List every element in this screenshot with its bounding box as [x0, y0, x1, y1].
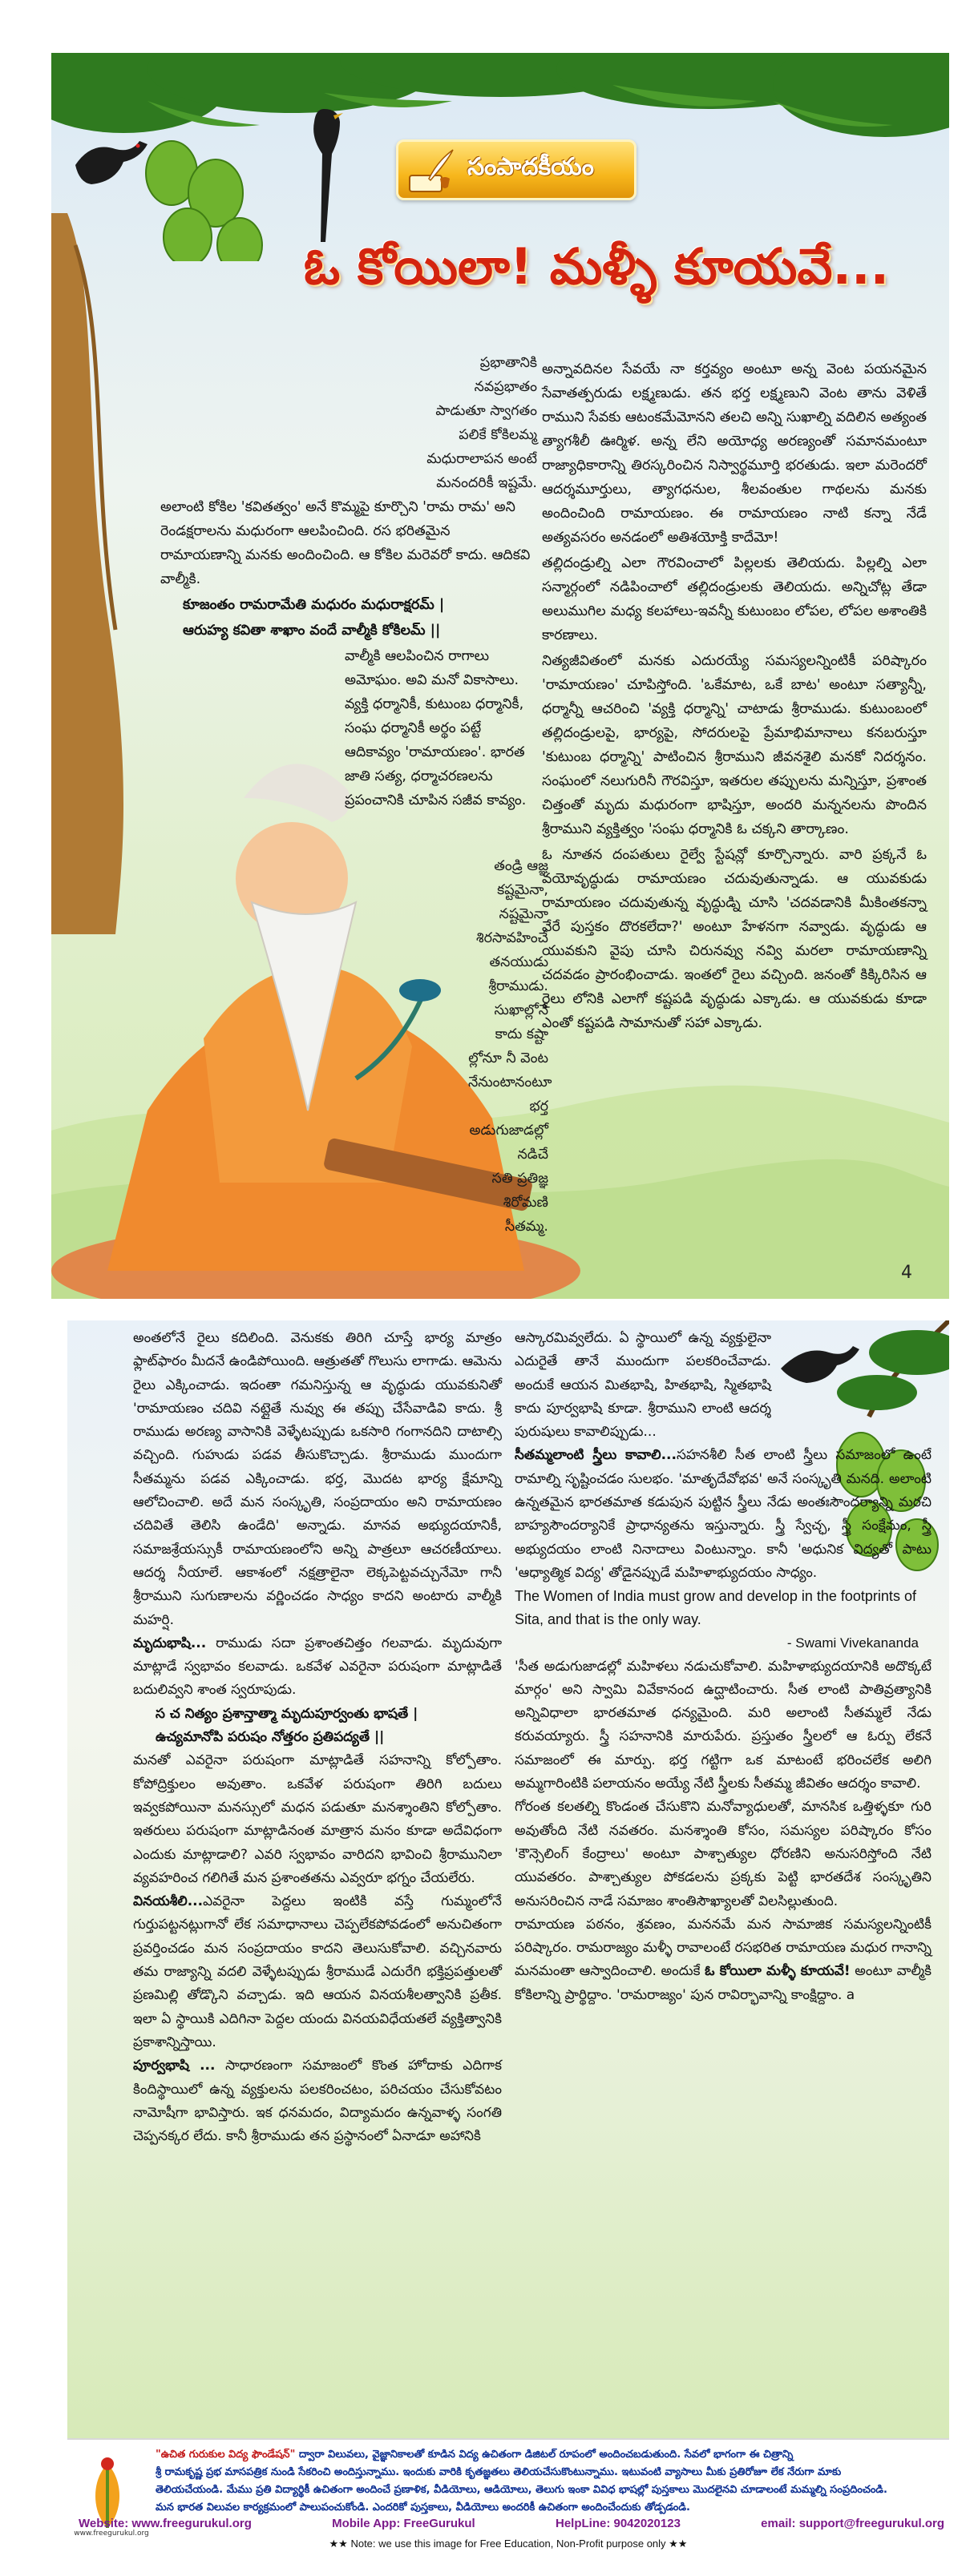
verse-line: స చ నిత్యం ప్రశాన్తాత్మా మృదుపూర్వంతు భాషతే |: [156, 1705, 418, 1722]
paragraph: రామాయణ పఠనం, శ్రవణం, మననమే మన సామాజిక సమస్యలన్నింటికీ పరిష్కారం. రామరాజ్యం మళ్ళీ రావాలంటే రసభరిత రామాయణ మధుర గానాన్ని మనమంతా ఆస్వాదించాలి. అందుకే ఓ కోయిలా మళ్ళీ కూయవే! అంటూ వాల్మీకి కోకిలాన్ని ప్రార్థిద్దాం. 'రామరాజ్యం' పున రావిర్భావాన్ని కాంక్షిద్దాం. a: [515, 1916, 932, 2003]
paragraph-body: సహనశీలి సీత లాంటి స్త్రీలు సమాజంలో ఉంటే రామాల్ని సృష్టించడం సులభం. 'మాతృదేవోభవ' అనే సంస్కృతి మనది. అలాంటి ఉన్నతమైన భారతమాత కడుపున పుట్టిన స్త్రీలు నేడు అంతఃసౌందర్యాన్ని మరచి బాహ్యసౌందర్యానికే ప్రాధాన్యతను ఇస్తున్నారు. స్త్రీ స్వేచ్ఛ, స్త్రీ సంక్షేమం, స్త్రీ అభ్యుదయం లాంటి నినాదాలు వింటున్నాం. కానీ 'అధునిక విద్యతో పాటు 'ఆధ్యాత్మిక విద్య' తోడైనప్పుడే మహిళాభ్యుదయం సాధ్యం.: [515, 1447, 932, 1581]
english-quote: The Women of India must grow and develop in the footprints of Sita, and that is the only way.: [515, 1588, 916, 1628]
intro-line: పాడుతూ స్వాగతం: [435, 403, 537, 419]
intro-lines: [425, 351, 537, 495]
paragraph: అలాంటి కోకిల 'కవితత్వం' అనే కొమ్మపై కూర్చొని 'రామ రామ' అని రెండక్షరాలను మధురంగా ఆలపించింది. రస భరితమైన రామాయణాన్ని మనకు అందించింది. ఆ కోకిల మరెవరో కాదు. ఆదికవి వాల్మీకి.: [160, 499, 531, 587]
paragraph-body: ఎవరైనా పెద్దలు ఇంటికి వస్తే గుమ్మంలోనే గుర్తుపట్టనట్లుగానో లేక సమాధానాలు చెప్పలేకపోవడంలో అనుచితంగా ప్రవర్తించడం మన సంప్రదాయం కాదని తెలుసుకోవాలి. వచ్చినవారు తమ రాజ్యాన్ని వదలి వెళ్ళేటప్పుడు శ్రీరాముడే ఎదురేగి భక్తిప్రపత్తులతో ప్రణమిల్లి తోడ్కొని వచ్చాడు. ఇది ఆయన వినయశీలత్వానికి ప్రతీక. ఇలా ఏ స్థాయికి ఎదిగినా పెద్దల యందు వినయవిధేయతలే వ్యక్తిత్వానికి ప్రకాశాన్నిస్తాయి.: [133, 1893, 502, 2050]
paragraph: [515, 1444, 932, 1585]
foundation-name: "ఉచిత గురుకుల విద్య ఫౌండేషన్": [156, 2449, 296, 2461]
page-title: ఓ కోయిలా! మళ్ళీ కూయవే...: [303, 237, 890, 296]
text-line: అడుగుజాడల్లో నడిచే: [469, 1123, 548, 1163]
editorial-banner: [396, 139, 637, 200]
intro-line: ప్రభాతానికి: [479, 355, 537, 371]
paragraph: 'సీత అడుగుజాడల్లో మహిళలు నడుచుకోవాలి. మహిళాభ్యుదయానికి అదొక్కటే మార్గం' అని స్వామి వివేకానంద ఉద్ఘాటించారు. సీత లాంటి పాతివ్రత్యానికి అన్నివిధాలా భారతమాత ధన్యమైంది. మరి అలాంటి సీతమ్మలే నేడు కరువయ్యారు. స్త్రీ సహనానికి మారుపేరు. ప్రస్తుతం స్త్రీలలో ఆ ఓర్పు లేకనే సమాజంలో ఈ మార్పు. భర్త గట్టిగా ఒక మాటంటే భరించలేక అలిగి అమ్మగారింటికి పలాయనం అయ్యే నేటి స్త్రీలకు సీతమ్మ జీవితం ఆదర్శం కావాలి.: [515, 1658, 932, 1792]
text-line: సీతమ్మ.: [504, 1219, 548, 1235]
page-number: 4: [901, 1263, 912, 1283]
mobile-app-link[interactable]: Mobile App: FreeGurukul: [332, 2517, 475, 2530]
verse-line: ఆరుహ్య కవితా శాఖాం వందే వాల్మీకి కోకిలమ్ ||: [183, 623, 441, 639]
footer-line: ద్వారా విలువలు, వైజ్ఞానికాలతో కూడిన విద్య ఉచితంగా డిజిటల్ రూపంలో అందించబడుతుంది. సేవలో భాగంగా ఈ చిత్రాన్ని: [295, 2449, 794, 2461]
text-line: తండ్రి ఆజ్ఞ కష్టమైనా,: [494, 858, 548, 898]
paragraph-heading: సీతమ్మలాంటి స్త్రీలు కావాలి...: [515, 1447, 677, 1464]
paragraph: వాల్మీకి ఆలపించిన రాగాలు అమోఘం. అవి మనో వికాసాలు. వ్యక్తి ధర్మానికీ, కుటుంబ ధర్మానికీ, సంఘ ధర్మానికీ అర్థం పట్టే ఆదికావ్యం 'రామాయణం'. భారత జాతి సత్య, ధర్మాచరణలను ప్రపంచానికి చూపిన సజీవ కావ్యం.: [345, 648, 527, 808]
text-line: తనయుడు శ్రీరాముడు.: [488, 954, 548, 994]
paragraph: గోరంత కలతల్ని కొండంత చేసుకొని మనోవ్యాధులతో, మానసిక ఒత్తిళ్ళకూ గురి అవుతోంది నేటి నవతరం. మనశ్శాంతి కోసం, సమస్యల పరిష్కారం కోసం 'కౌన్సెలింగ్ కేంద్రాలు' అంటూ పాశ్చాత్యుల ధోరణిని అనుసరిస్తోంది నేటి యువతరం. పాశ్చాత్యుల పోకడలను ప్రక్కకు పెట్టి భారతదేశ సంస్కృతిని అనుసరించిన నాడే సమాజం శాంతిసౌఖ్యాలతో విలసిల్లుతుంది.: [515, 1799, 932, 1909]
paragraph: తల్లిదండ్రుల్ని ఎలా గౌరవించాలో పిల్లలకు తెలియదు. పిల్లల్ని ఎలా సన్మార్గంలో నడిపించాలో తల్లిదండ్రులకు తెలియదు. అన్నిచోట్ల తేడా అలుముగిల మధ్య కలహాలు-ఇవన్నీ కుటుంబం లోపల, లోపల అశాంతికి కారణాలు.: [542, 555, 927, 643]
paragraph: మనతో ఎవరైనా పరుషంగా మాట్లాడితే సహనాన్ని కోల్పోతాం. కోపోద్రిక్తులం అవుతాం. ఒకవేళ పరుషంగా తిరిగి బదులు ఇవ్వకపోయినా మనస్సులో మధన పడుతూ మనశ్శాంతిని కోల్పోతాం. ఇతరులు పరుషంగా మాట్లాడినంత మాత్రాన మనం కూడా అదేవిధంగా ఎందుకు మాట్లాడాలి? ఎవరి స్వభావం వారిదని భావించి శ్రీరామునిలా వ్యవహరించ గలిగితే మన ప్రశాంతతను ఎవ్వరూ భగ్నం చేయలేరు.: [133, 1752, 502, 1886]
contact-links: [79, 2517, 944, 2530]
paragraph: అన్నావదినల సేవయే నా కర్తవ్యం అంటూ అన్న వెంట పయనమైన సేవాతత్పరుడు లక్ష్మణుడు. తన భర్త లక్ష్మణుని వెంట తాను వెళితే రాముని సేవకు ఆటంకమేమోనని తలచి అన్ని సుఖాల్ని వదిలిన అత్యంత త్యాగశీలీ ఊర్మిళ. అన్న లేని అయోధ్య అరణ్యంతో సమానమంటూ రాజ్యాధికారాన్ని తిరస్కరించిన నిస్వార్థమూర్తి భరతుడు. ఇలా మరెందరో ఆదర్శమూర్తులు, త్యాగధనుల, శీలవంతుల గాథలను మనకు అందించింది రామాయణం. ఈ రామాయణం నాటి కన్నా నేడే అత్యవసరం అనడంలో అతిశయోక్తి కాదేమో!: [542, 361, 927, 546]
editorial-page-1: [51, 53, 949, 1299]
quill-book-icon: [405, 147, 456, 198]
text-line: సతి ప్రతిజ్ఞ: [491, 1171, 548, 1187]
paragraph-body: సాధారణంగా సమాజంలో కొంత హోదాకు ఎదిగాక కిందిస్థాయిలో ఉన్న వ్యక్తులను పలకరించటం, పరిచయం చేసుకోవటం నామోషీగా భావిస్తారు. ఇక ధనమదం, విద్యామదం ఉన్నవాళ్ళ సంగతి చెప్పనక్కర లేదు. కానీ శ్రీరాముడు తన ప్రస్థానంలో ఏనాడూ అహానికి: [133, 2058, 502, 2145]
cuckoo-bird-perched: [292, 101, 356, 245]
text-line: సుఖాల్లోనే కాదు కష్టా: [494, 1002, 548, 1042]
verse-line: ఉచ్యమానోపి పరుషం నోత్తరం ప్రతిపద్యతే ||: [156, 1729, 385, 1746]
paragraph: [133, 2054, 502, 2148]
paragraph: అంతలోనే రైలు కదిలింది. వెనుకకు తిరిగి చూస్తే భార్య మాత్రం ఫ్లాట్‌ఫారం మీదనే ఉండిపోయింది. ఆత్రుతతో గొలుసు లాగాడు. ఆమెను రైలు ఎక్కించాడు. ఇదంతా గమనిస్తున్న ఆ వృద్ధుడు యువకునితో 'రామాయణం చదివి నట్లైతే నువ్వు ఈ తప్పు చేసేవాడివి కాదు. శ్రీ రాముడు అరణ్య వాసానికి వెళ్ళేటప్పుడు ఒకసారి గంగానదిని దాటాల్సి వచ్చింది. గుహుడు పడవ తీసుకొచ్చాడు. శ్రీరాముడు ముందుగా సీతమ్మను పడవ ఎక్కించాడు. భర్త, మొదట భార్య క్షేమాన్ని ఆలోచించాలి. అదే మన సంస్కృతి, సంప్రదాయం అని రామాయణం చదివితే తెలిసి ఉండేది' అన్నాడు. మానవ అభ్యుదయానికీ, సమాజశ్రేయస్సుకీ రామాయణంలోని అన్ని పాత్రలూ ఆచరణీయాలు. ఆదర్శ నీయాలే. ఆకాశంలో నక్షత్రాలైనా లెక్కపెట్టవచ్చునేమో గానీ శ్రీరాముని సుగుణాలను వర్ణించడం సాధ్యం కాదని అంటారు వాల్మీకి మహర్షి.: [133, 1330, 502, 1628]
footer-notice: [156, 2446, 945, 2517]
website-link[interactable]: Website: www.freegurukul.org: [79, 2517, 252, 2530]
paragraph: ఆస్కారమివ్వలేదు. ఏ స్థాయిలో ఉన్న వ్యక్తులైనా ఎదురైతే తానే ముందుగా పలకరించేవాడు. అందుకే ఆయన మితభాషి, హితభాషి, స్మితభాషి కాదు పూర్వభాషి కూడా. శ్రీరాముని లాంటి ఆదర్శ పురుషులు కావాలిప్పుడు...: [515, 1330, 771, 1441]
left-column-text: [160, 495, 531, 814]
paragraph: నిత్యజీవితంలో మనకు ఎదురయ్యే సమస్యలన్నింటికీ పరిష్కారం 'రామాయణం' చూపిస్తోంది. 'ఒకేమాట, ఒకే బాట' అంటూ సత్యాన్నీ, ధర్మాన్నీ ఆచరించి 'వ్యక్తి ధర్మాన్ని' చాటాడు శ్రీరాముడు. కుటుంబంలో తల్లిదండ్రులపై, భార్యపై, సోదరులపై ప్రేమాభిమానాలు కనబరుస్తూ 'కుటుంబ ధర్మాన్ని' పాటించిన శ్రీరాముని జీవనశైలి మనకో నిదర్శనం. సంఘంలో నలుగురినీ గౌరవిస్తూ, ఇతరుల తప్పులను మన్నిస్తూ, ప్రశాంత చిత్తంతో మృదు మధురంగా భాషిస్తూ, అందరి మన్ననలను పొందిన శ్రీరాముని వ్యక్తిత్వం 'సంఘ ధర్మానికి ఓ చక్కని తార్కాణం.: [542, 653, 927, 837]
right-column-text: [542, 357, 927, 1037]
left-column-text: [133, 1327, 502, 2148]
verse-line: కూజంతం రామరామేతి మధురం మధురాక్షరమ్ |: [183, 597, 445, 613]
footer-line: మన భారత విలువల కార్యక్రమంలో పాలుపంచుకోండి. ఎందరికో పుస్తకాలు, వీడియోలు అందరికీ ఉచితంగా అందించేందుకు తోడ్పడండి.: [156, 2501, 690, 2514]
cuckoo-bird-left: [67, 125, 156, 197]
email-link[interactable]: email: support@freegurukul.org: [761, 2517, 944, 2530]
logo-url: www.freegurukul.org: [74, 2530, 149, 2538]
paragraph: [133, 1890, 502, 2054]
editorial-page-2: [67, 1320, 949, 2438]
editorial-label: సంపాదకీయం: [467, 153, 594, 181]
intro-line: మధురాలాపన అంటే: [426, 451, 537, 467]
sita-rama-lines: [468, 854, 552, 1239]
quote-attribution: - Swami Vivekananda: [786, 1635, 919, 1651]
paragraph-heading: వినయశీలి...: [133, 1893, 204, 1910]
paragraph-heading: మృదుభాషి...: [133, 1635, 207, 1651]
paragraph-body: రాముడు సదా ప్రశాంతచిత్తం గలవాడు. మృదువుగా మాట్లాడే స్వభావం కలవాడు. ఒకవేళ ఎవరైనా పరుషంగా మాట్లాడితే బదులివ్వని శాంత స్వరూపుడు.: [133, 1635, 502, 1699]
right-column-text: [515, 1327, 932, 2007]
text-line: ల్లోనూ నీ వెంట: [468, 1050, 548, 1066]
footer-line: తెలియచేయండి. మేము ప్రతి విద్యార్థికీ ఉచితంగా అందించే ప్రణాళిక, వీడియోలు, ఆడియోలు, తెలుగు ఇంకా వివిధ భాషల్లో పుస్తకాలు మొదలైనవి చూడాలంటే మమ్మల్ని సంప్రదించండి.: [156, 2484, 887, 2496]
intro-line: మనందరికీ ఇష్టమే.: [436, 475, 537, 491]
paragraph: ఓ నూతన దంపతులు రైల్వే స్టేషన్లో కూర్చొన్నారు. వారి ప్రక్కనే ఓ వయోవృద్ధుడు రామాయణం చదువుతున్నాడు. ఆ యువకుడు రామాయణం చదువుతున్న వృద్ధుడ్ని చూసి 'చదవడానికి మీకింతకన్నా వేరే పుస్తకం దొరకలేదా?' అంటూ హేళనగా నవ్వాడు. వృద్ధుడు ఆ యువకుని వైపు చూసి చిరునవ్వు నవ్వి మరలా రామాయణాన్ని చదవడం ప్రారంభించాడు. ఇంతలో రైలు వచ్చింది. జనంతో కిక్కిరిసిన ఆ రైలు లోనికి ఎలాగో కష్టపడి వృద్ధుడు ఎక్కాడు. ఆ యువకుడు కూడా ఎంతో కష్టపడి సామానుతో సహా ఎక్కాడు.: [542, 847, 927, 1031]
text-line: నేనుంటానంటూ భర్త: [468, 1074, 552, 1115]
intro-line: నవప్రభాతం: [474, 379, 537, 395]
intro-line: పలికే కోకిలమ్మ: [459, 427, 537, 443]
paragraph-heading: పూర్వభాషి ...: [133, 2058, 216, 2074]
text-line: శిరోమణి: [503, 1195, 548, 1211]
usage-note: ★★ Note: we use this image for Free Education, Non-Profit purpose only ★★: [329, 2538, 688, 2550]
footer: [67, 2438, 949, 2558]
footer-line: శ్రీ రామకృష్ణ ప్రభ మాసపత్రిక నుండి సేకరించి అందిస్తున్నాము. ఇందుకు వారికి కృతజ్ఞతలు తెలియచేసుకొంటున్నాము. ఇటువంటి వ్యాసాలు మీకు ప్రతిరోజూ లేక నేరుగా మాకు: [156, 2466, 842, 2478]
text-line: నష్టమైనా శిరసావహించే: [475, 906, 548, 946]
paragraph: [133, 1632, 502, 1703]
helpline-link[interactable]: HelpLine: 9042020123: [555, 2517, 681, 2530]
